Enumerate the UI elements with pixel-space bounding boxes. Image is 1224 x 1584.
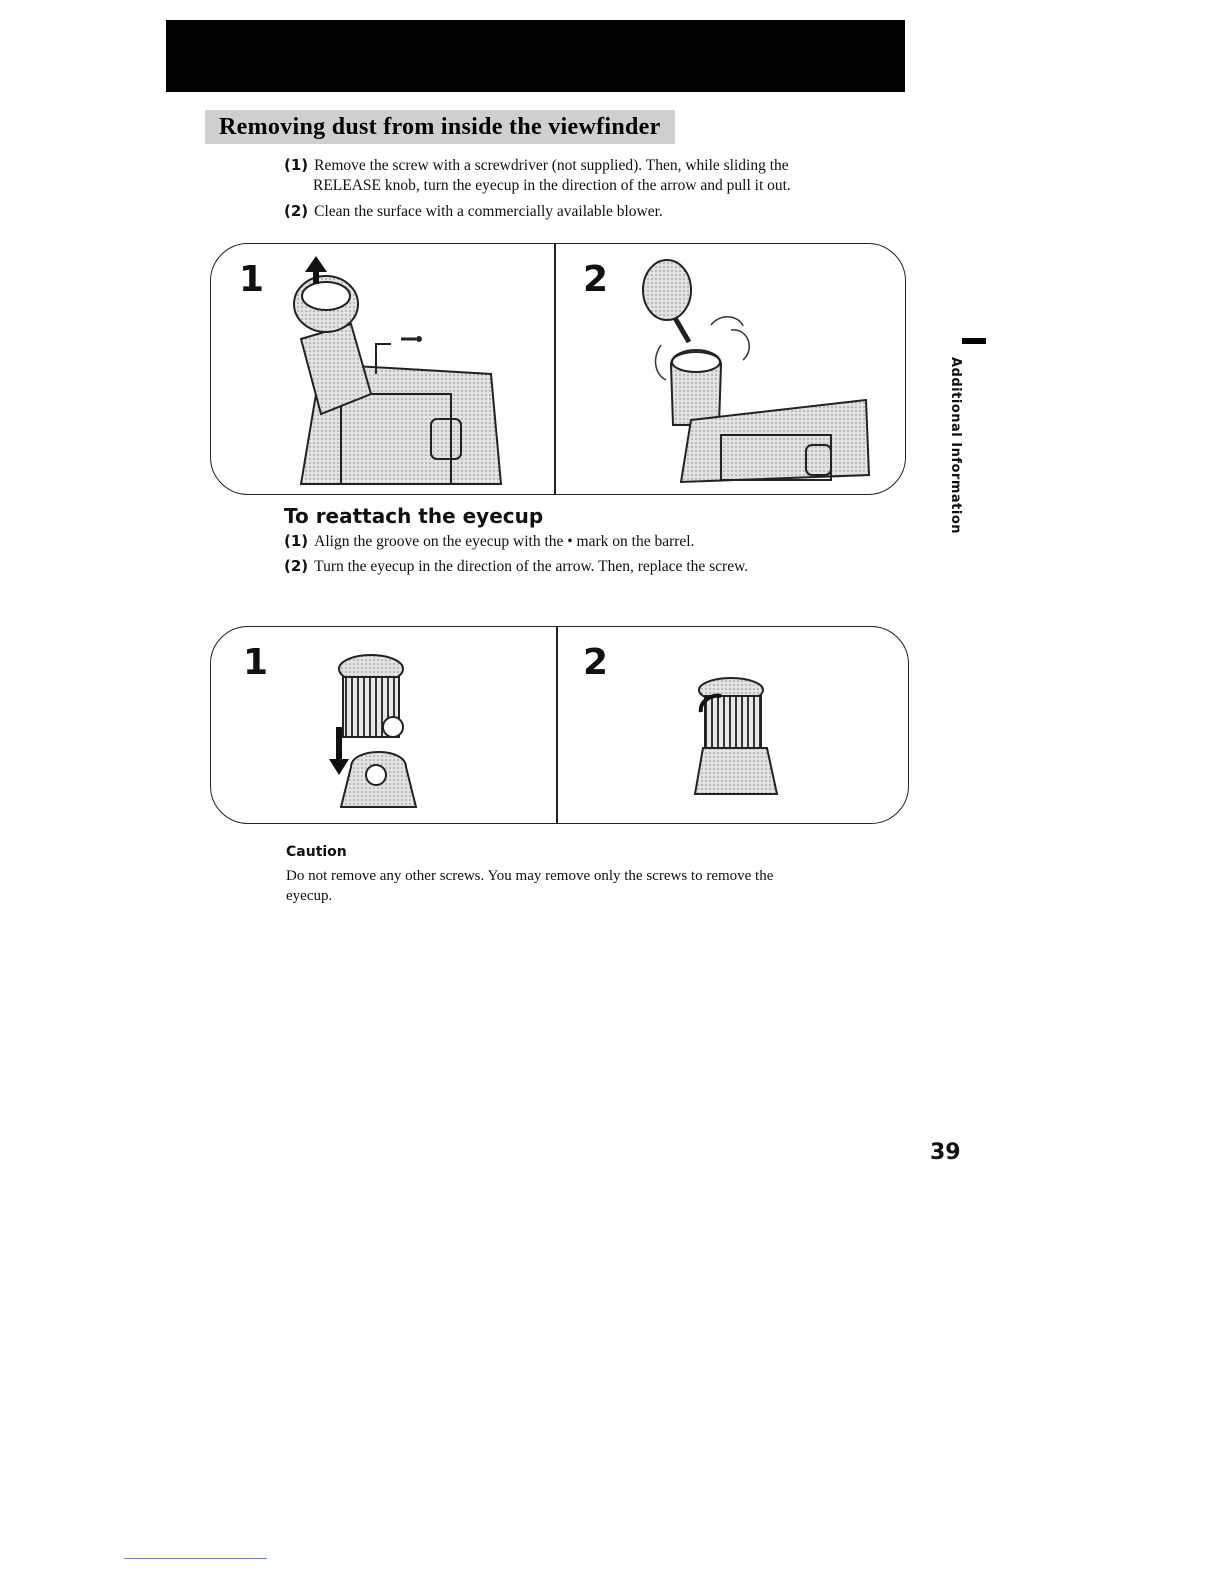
reattach-heading: To reattach the eyecup [284, 504, 544, 528]
panel-label-2: 2 [583, 642, 609, 683]
step-text: Clean the surface with a commercially available blower. [314, 203, 663, 220]
figure-divider [556, 627, 558, 823]
caution-text [286, 866, 886, 906]
caution-line-2: eyecup. [286, 888, 333, 904]
panel-label-1: 1 [243, 642, 269, 683]
section-title: Removing dust from inside the viewfinder [205, 110, 675, 144]
reattach-step-1 [284, 531, 904, 552]
eyecup-alignment-illustration [321, 647, 451, 822]
panel-label-2: 2 [583, 259, 609, 300]
step-number: (1) [284, 156, 309, 174]
step-text: Align the groove on the eyecup with the • mark on the barrel. [314, 533, 695, 550]
page-number: 39 [930, 1140, 961, 1165]
blower-cleaning-illustration [631, 250, 876, 485]
panel-label-1: 1 [239, 259, 265, 300]
step-1 [284, 155, 904, 196]
step-number: (2) [284, 202, 309, 220]
step-text: Turn the eyecup in the direction of the arrow. Then, replace the screw. [314, 558, 749, 575]
header-bar [166, 20, 905, 92]
step-2 [284, 201, 904, 222]
figure-reattach-eyecup [210, 626, 909, 824]
step-text-line-1: Remove the screw with a screwdriver (not supplied). Then, while sliding the [314, 157, 789, 174]
camcorder-eyecup-removal-illustration [281, 254, 521, 489]
eyecup-turn-illustration [681, 672, 791, 802]
section-tab-marker [962, 338, 986, 344]
footer-rule [124, 1558, 267, 1559]
caution-line-1: Do not remove any other screws. You may remove only the screws to remove the [286, 868, 774, 884]
caution-heading: Caution [286, 844, 347, 860]
step-number: (2) [284, 557, 309, 575]
reattach-step-2 [284, 556, 904, 577]
figure-divider [554, 244, 556, 494]
step-number: (1) [284, 532, 309, 550]
side-tab-label: Additional Information [948, 357, 963, 535]
figure-remove-eyecup [210, 243, 906, 495]
step-text-line-2: RELEASE knob, turn the eyecup in the direction of the arrow and pull it out. [313, 177, 791, 194]
